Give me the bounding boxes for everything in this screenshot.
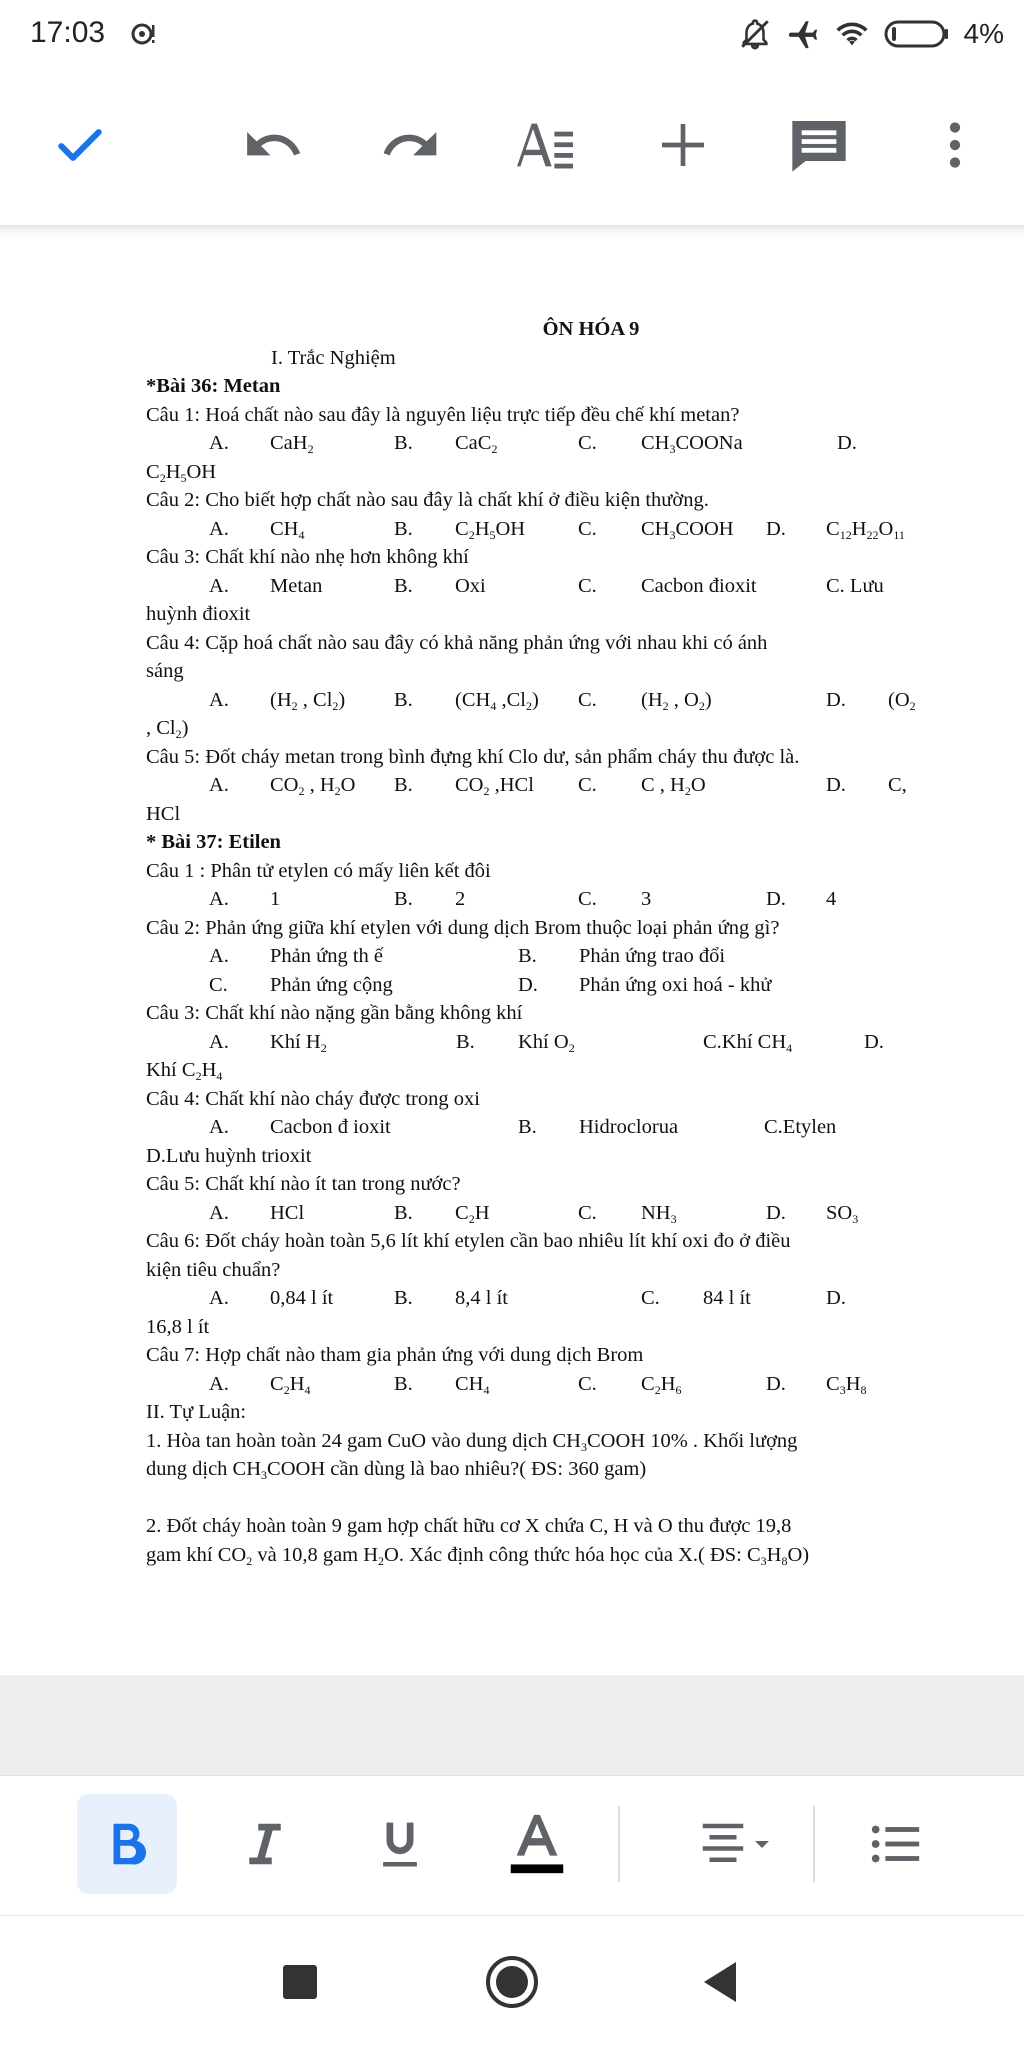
- back-button[interactable]: [690, 1952, 750, 2012]
- page-gap: [0, 1675, 1024, 1775]
- align-center-icon: [696, 1817, 750, 1871]
- bold-button[interactable]: [77, 1794, 177, 1894]
- question: Câu 3: Chất khí nào nặng gần bằng không khí: [146, 1002, 523, 1024]
- home-circle-icon: [484, 1954, 540, 2010]
- underline-icon: [373, 1817, 427, 1871]
- add-icon: [655, 117, 711, 173]
- comment-button[interactable]: [784, 110, 854, 180]
- list-button[interactable]: [845, 1794, 945, 1894]
- text-color-button[interactable]: [487, 1794, 587, 1894]
- section-heading: II. Tự Luận:: [146, 1401, 247, 1423]
- answer-options: A. $CH_4$ B. $C_2H_5OH$ C. $CH_3COOH$ D. $C_{12}H_{22}O_{11}$: [209, 517, 905, 542]
- recents-square-icon: [281, 1963, 319, 2001]
- question: Câu 5: Chất khí nào ít tan trong nước?: [146, 1173, 461, 1195]
- question: Câu 1 : Phân tử etylen có mấy liên kết đôi: [146, 859, 491, 882]
- answer-options: A. Metan B. Oxi C. Cacbon đioxit C. Lưu: [209, 574, 884, 597]
- clock: 17:03: [30, 16, 106, 49]
- wrapped-text: D.Lưu huỳnh trioxit: [146, 1144, 312, 1167]
- question: Câu 4: Cặp hoá chất nào sau đây có khả năng phản ứng với nhau khi có ánh: [146, 631, 768, 654]
- italic-icon: [238, 1817, 292, 1871]
- check-icon: [52, 117, 108, 173]
- recents-button[interactable]: [270, 1952, 330, 2012]
- bold-icon: [100, 1817, 154, 1871]
- battery-icon: [884, 17, 950, 51]
- home-button[interactable]: [482, 1952, 542, 2012]
- answer-options: A. Cacbon đ ioxit B. Hidroclorua C.Etylen: [209, 1116, 837, 1138]
- toolbar-shadow: [0, 225, 1024, 237]
- more-options-button[interactable]: [920, 110, 990, 180]
- question: Câu 6: Đốt cháy hoàn toàn 5,6 lít khí etylen cần bao nhiêu lít khí oxi đo ở điều: [146, 1230, 791, 1252]
- wrapped-text: HCl: [146, 802, 181, 825]
- align-button[interactable]: [680, 1794, 790, 1894]
- text-format-button[interactable]: [510, 110, 580, 180]
- question: Câu 1: Hoá chất nào sau đây là nguyên liệu trực tiếp đều chế khí metan?: [146, 403, 740, 426]
- dropdown-arrow-icon: [750, 1832, 774, 1856]
- done-button[interactable]: [45, 110, 115, 180]
- question: Câu 2: Phản ứng giữa khí etylen với dung dịch Brom thuộc loại phản ứng gì?: [146, 916, 780, 939]
- wrapped-text: kiện tiêu chuẩn?: [146, 1258, 281, 1281]
- essay-question: 1. Hòa tan hoàn toàn 24 gam CuO vào dung dịch $CH_3COOH$ 10% . Khối lượng: [146, 1429, 798, 1454]
- answer-options: A. HCl B. $C_2H$ C. $NH_3$ D. $SO_3$: [209, 1201, 859, 1226]
- lesson-heading: *Bài 36: Metan: [146, 375, 281, 397]
- text-color-icon: [502, 1809, 572, 1879]
- answer-options: A. 0,84 l ít B. 8,4 l ít C. 84 l ít D.: [209, 1287, 846, 1309]
- answer-options: A. 1 B. 2 C. 3 D. 4: [209, 888, 837, 910]
- back-triangle-icon: [700, 1960, 740, 2004]
- lesson-heading: * Bài 37: Etilen: [146, 831, 281, 853]
- answer-options: A. Khí $H_2$ B. Khí $O_2$ C.Khí $CH_4$ D.: [209, 1030, 884, 1055]
- edit-toolbar: [0, 70, 1024, 225]
- wrapped-text: , $Cl_2$): [146, 717, 189, 741]
- insert-button[interactable]: [648, 110, 718, 180]
- separator: [618, 1806, 620, 1882]
- wifi-icon: [834, 17, 870, 51]
- essay-question: gam khí $CO_2$ và 10,8 gam $H_2O$. Xác định công thức hóa học của X.( ĐS: $C_3H_8O$): [146, 1543, 810, 1568]
- underline-button[interactable]: [350, 1794, 450, 1894]
- italic-button[interactable]: [215, 1794, 315, 1894]
- format-toolbar: [0, 1775, 1024, 1916]
- bulleted-list-icon: [866, 1815, 924, 1873]
- text-format-icon: [513, 113, 577, 177]
- document-page[interactable]: [0, 237, 1024, 1675]
- redo-button[interactable]: [375, 110, 445, 180]
- status-bar: [0, 0, 1024, 70]
- question: Câu 3: Chất khí nào nhẹ hơn không khí: [146, 546, 469, 568]
- answer-options: A. Phản ứng th ế B. Phản ứng trao đổi: [209, 945, 726, 967]
- question: Câu 4: Chất khí nào cháy được trong oxi: [146, 1087, 480, 1110]
- answer-options: A. $CO_2$ , $H_2O$ B. $CO_2$ ,HCl C. C , $H_2O$ D. C,: [209, 774, 907, 798]
- question: Câu 2: Cho biết hợp chất nào sau đây là chất khí ở điều kiện thường.: [146, 489, 709, 511]
- doc-heading: ÔN HÓA 9: [542, 318, 640, 340]
- question: Câu 5: Đốt cháy metan trong bình đựng khí Clo dư, sản phẩm cháy thu được là.: [146, 745, 800, 768]
- document-body[interactable]: [146, 315, 936, 1569]
- answer-options: A. $C_2H_4$ B. $CH_4$ C. $C_2H_6$ D. $C_3H_8$: [209, 1372, 867, 1397]
- wrapped-text: $C_2H_5OH$: [146, 460, 217, 485]
- answer-options: C. Phản ứng cộng D. Phản ứng oxi hoá - khử: [209, 973, 772, 996]
- answer-options: A. CaH$_2$ B. CaC$_2$ C. $CH_3COONa$ D.: [209, 432, 857, 456]
- mute-bell-icon: [738, 17, 772, 51]
- wrapped-text: Khí $C_2H_4$: [146, 1059, 223, 1083]
- notification-icon: [130, 21, 156, 47]
- question: Câu 7: Hợp chất nào tham gia phản ứng với dung dịch Brom: [146, 1344, 644, 1366]
- undo-icon: [242, 114, 304, 176]
- wrapped-text: sáng: [146, 660, 184, 682]
- essay-question: 2. Đốt cháy hoàn toàn 9 gam hợp chất hữu cơ X chứa C, H và O thu được 19,8: [146, 1515, 792, 1537]
- undo-button[interactable]: [238, 110, 308, 180]
- airplane-mode-icon: [786, 17, 820, 51]
- essay-question: dung dịch $CH_3COOH$ cần dùng là bao nhiêu?( ĐS: 360 gam): [146, 1458, 647, 1482]
- system-nav-bar: [0, 1915, 1024, 2049]
- wrapped-text: huỳnh đioxit: [146, 603, 251, 625]
- separator: [813, 1806, 815, 1882]
- battery-percent: 4%: [963, 18, 1004, 49]
- redo-icon: [379, 114, 441, 176]
- section-heading: I. Trắc Nghiệm: [271, 346, 396, 369]
- wrapped-text: 16,8 l ít: [146, 1315, 210, 1338]
- comment-icon: [787, 113, 851, 177]
- answer-options: A. ($H_2$ , $Cl_2$) B. ($CH_4$ $,Cl_2$) C. ($H_2$ , $O_2$) D. ($O_2$: [209, 688, 916, 713]
- more-vert-icon: [927, 117, 983, 173]
